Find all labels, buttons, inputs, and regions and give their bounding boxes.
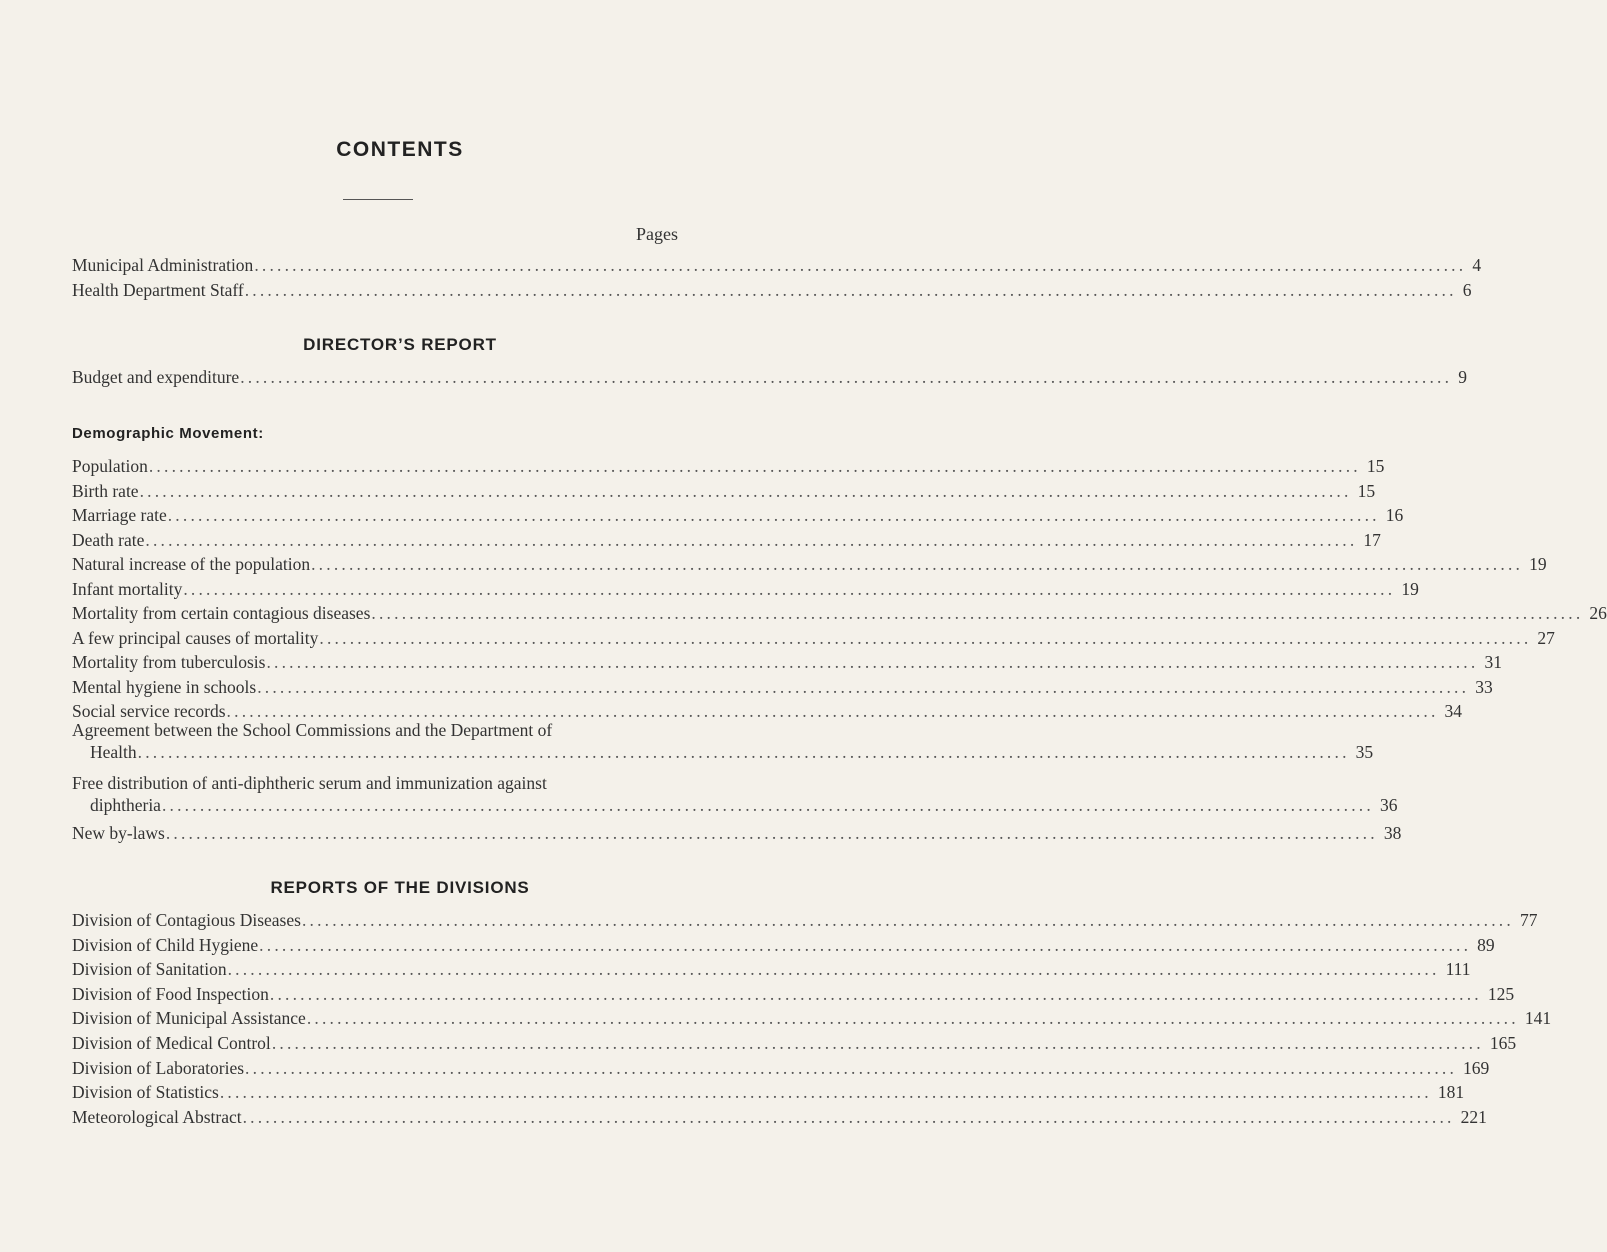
toc-entry-label: Municipal Administration — [72, 255, 254, 275]
toc-entry-page: 33 — [1475, 676, 1493, 697]
toc-entry-page: 111 — [1445, 959, 1471, 980]
toc-entry-page: 15 — [1357, 480, 1376, 501]
toc-entry — [72, 958, 1471, 980]
toc-entry-page: 31 — [1484, 652, 1502, 672]
toc-entry-label: Division of Food Inspection — [72, 983, 269, 1004]
toc-entry — [72, 909, 1538, 931]
dot-leader: ................................................................................................................................................................ — [257, 676, 1470, 697]
dot-leader: ................................................................................................................................................................ — [301, 910, 1514, 930]
toc-entry-label: Health Department Staff — [72, 280, 244, 300]
dot-leader: ................................................................................................................................................................ — [245, 1057, 1458, 1078]
dot-leader: ................................................................................................................................................................ — [254, 255, 1467, 275]
toc-entry-page: 169 — [1463, 1057, 1490, 1078]
toc-entry-page: 35 — [1355, 742, 1374, 762]
toc-entry-page: 9 — [1458, 367, 1467, 387]
toc-entry-label: Mortality from certain contagious diseases — [72, 603, 371, 623]
dot-leader: ................................................................................................................................................................ — [306, 1008, 1519, 1029]
toc-entry-label: Mental hygiene in schools — [72, 676, 257, 697]
dot-leader: ................................................................................................................................................................ — [137, 742, 1350, 762]
dot-leader: ................................................................................................................................................................ — [319, 627, 1532, 648]
toc-entry-label: A few principal causes of mortality — [72, 627, 319, 648]
toc-entry-agreement — [72, 719, 1374, 763]
toc-entry-label: Division of Laboratories — [72, 1057, 245, 1078]
dot-leader: ................................................................................................................................................................ — [167, 505, 1380, 525]
toc-entry-label: Population — [72, 456, 148, 476]
toc-entry — [72, 504, 1404, 526]
dot-leader: ................................................................................................................................................................ — [371, 603, 1584, 623]
title-divider — [343, 199, 413, 200]
toc-entry-page: 89 — [1477, 934, 1495, 955]
toc-entry-label-line2: diphtheria — [90, 795, 161, 815]
toc-entry-label: Natural increase of the population — [72, 554, 311, 574]
toc-entry-label: Budget and expenditure — [72, 367, 240, 387]
toc-entry-page: 26 — [1589, 603, 1607, 623]
toc-entry — [72, 529, 1381, 551]
toc-entry-page: 141 — [1524, 1008, 1552, 1029]
toc-entry-page: 34 — [1444, 701, 1463, 721]
dot-leader: ................................................................................................................................................................ — [259, 934, 1472, 955]
section-heading-directors-report: DIRECTOR’S REPORT — [303, 335, 497, 354]
dot-leader: ................................................................................................................................................................ — [139, 480, 1352, 501]
toc-entry — [72, 983, 1515, 1005]
toc-entry-page: 221 — [1460, 1106, 1487, 1127]
toc-entry-page: 4 — [1472, 255, 1482, 275]
toc-entry — [72, 934, 1495, 956]
toc-entry-label: Birth rate — [72, 480, 139, 501]
dot-leader: ................................................................................................................................................................ — [226, 701, 1439, 721]
toc-entry-page: 17 — [1363, 529, 1381, 550]
toc-entry-page: 181 — [1437, 1082, 1465, 1103]
dot-leader: ................................................................................................................................................................ — [311, 554, 1524, 574]
toc-entry-page: 19 — [1529, 554, 1547, 574]
toc-entry — [72, 651, 1502, 673]
pages-column-heading: Pages — [636, 224, 678, 244]
toc-entry-label-line1: Free distribution of anti-diphtheric serum and immunization against — [72, 773, 547, 793]
toc-entry-page: 36 — [1379, 795, 1398, 815]
toc-entry-label: Division of Sanitation — [72, 959, 227, 980]
subsection-heading-demographic: Demographic Movement: — [72, 425, 264, 442]
toc-entry — [72, 1007, 1552, 1029]
toc-entry-label: Meteorological Abstract — [72, 1106, 242, 1127]
toc-entry — [72, 602, 1607, 624]
toc-entry — [72, 279, 1472, 301]
dot-leader: ................................................................................................................................................................ — [183, 578, 1396, 599]
toc-entry-label: Death rate — [72, 529, 145, 550]
toc-entry-page: 77 — [1519, 910, 1538, 930]
toc-entry — [72, 1057, 1490, 1079]
toc-entry-label: Social service records — [72, 701, 226, 721]
toc-entry-label: Infant mortality — [72, 578, 183, 599]
dot-leader: ................................................................................................................................................................ — [145, 529, 1358, 550]
toc-entry — [72, 676, 1493, 698]
toc-entry-page: 6 — [1462, 280, 1472, 300]
toc-entry-page: 165 — [1489, 1033, 1517, 1053]
toc-entry — [72, 627, 1555, 649]
toc-entry — [72, 480, 1376, 502]
toc-entry-label: New by-laws — [72, 823, 165, 843]
toc-entry-page: 15 — [1366, 456, 1385, 476]
toc-entry-page: 125 — [1487, 983, 1515, 1004]
dot-leader: ................................................................................................................................................................ — [240, 367, 1453, 387]
toc-entry — [72, 578, 1419, 600]
toc-entry-free-distribution — [72, 772, 1398, 816]
toc-entry — [72, 553, 1547, 575]
toc-entry-label-line1: Agreement between the School Commissions and the Department of — [72, 720, 553, 740]
toc-entry-label: Division of Child Hygiene — [72, 934, 259, 955]
toc-entry-page: 38 — [1383, 823, 1402, 843]
toc-entry-label: Division of Municipal Assistance — [72, 1008, 306, 1029]
dot-leader: ................................................................................................................................................................ — [266, 652, 1479, 672]
dot-leader: ................................................................................................................................................................ — [269, 983, 1482, 1004]
toc-entry-label: Mortality from tuberculosis — [72, 652, 266, 672]
dot-leader: ................................................................................................................................................................ — [165, 823, 1378, 843]
toc-entry — [72, 366, 1467, 388]
page-title: CONTENTS — [336, 138, 464, 161]
toc-entry-page: 27 — [1537, 627, 1555, 648]
toc-entry — [72, 822, 1402, 844]
dot-leader: ................................................................................................................................................................ — [242, 1106, 1455, 1127]
dot-leader: ................................................................................................................................................................ — [271, 1033, 1484, 1053]
toc-entry-label: Marriage rate — [72, 505, 167, 525]
toc-entry-label: Division of Contagious Diseases — [72, 910, 301, 930]
dot-leader: ................................................................................................................................................................ — [161, 795, 1374, 815]
toc-entry — [72, 1081, 1465, 1103]
toc-entry-page: 16 — [1385, 505, 1404, 525]
toc-entry — [72, 1032, 1517, 1054]
toc-entry — [72, 1106, 1487, 1128]
dot-leader: ................................................................................................................................................................ — [148, 456, 1361, 476]
dot-leader: ................................................................................................................................................................ — [227, 959, 1440, 980]
toc-entry — [72, 455, 1385, 477]
dot-leader: ................................................................................................................................................................ — [219, 1082, 1432, 1103]
section-heading-divisions: REPORTS OF THE DIVISIONS — [270, 878, 530, 897]
toc-entry-label: Division of Statistics — [72, 1082, 219, 1103]
toc-entry-label-line2: Health — [90, 742, 137, 762]
toc-entry-label: Division of Medical Control — [72, 1033, 271, 1053]
toc-entry-page: 19 — [1401, 578, 1419, 599]
dot-leader: ................................................................................................................................................................ — [244, 280, 1457, 300]
toc-entry — [72, 254, 1482, 276]
